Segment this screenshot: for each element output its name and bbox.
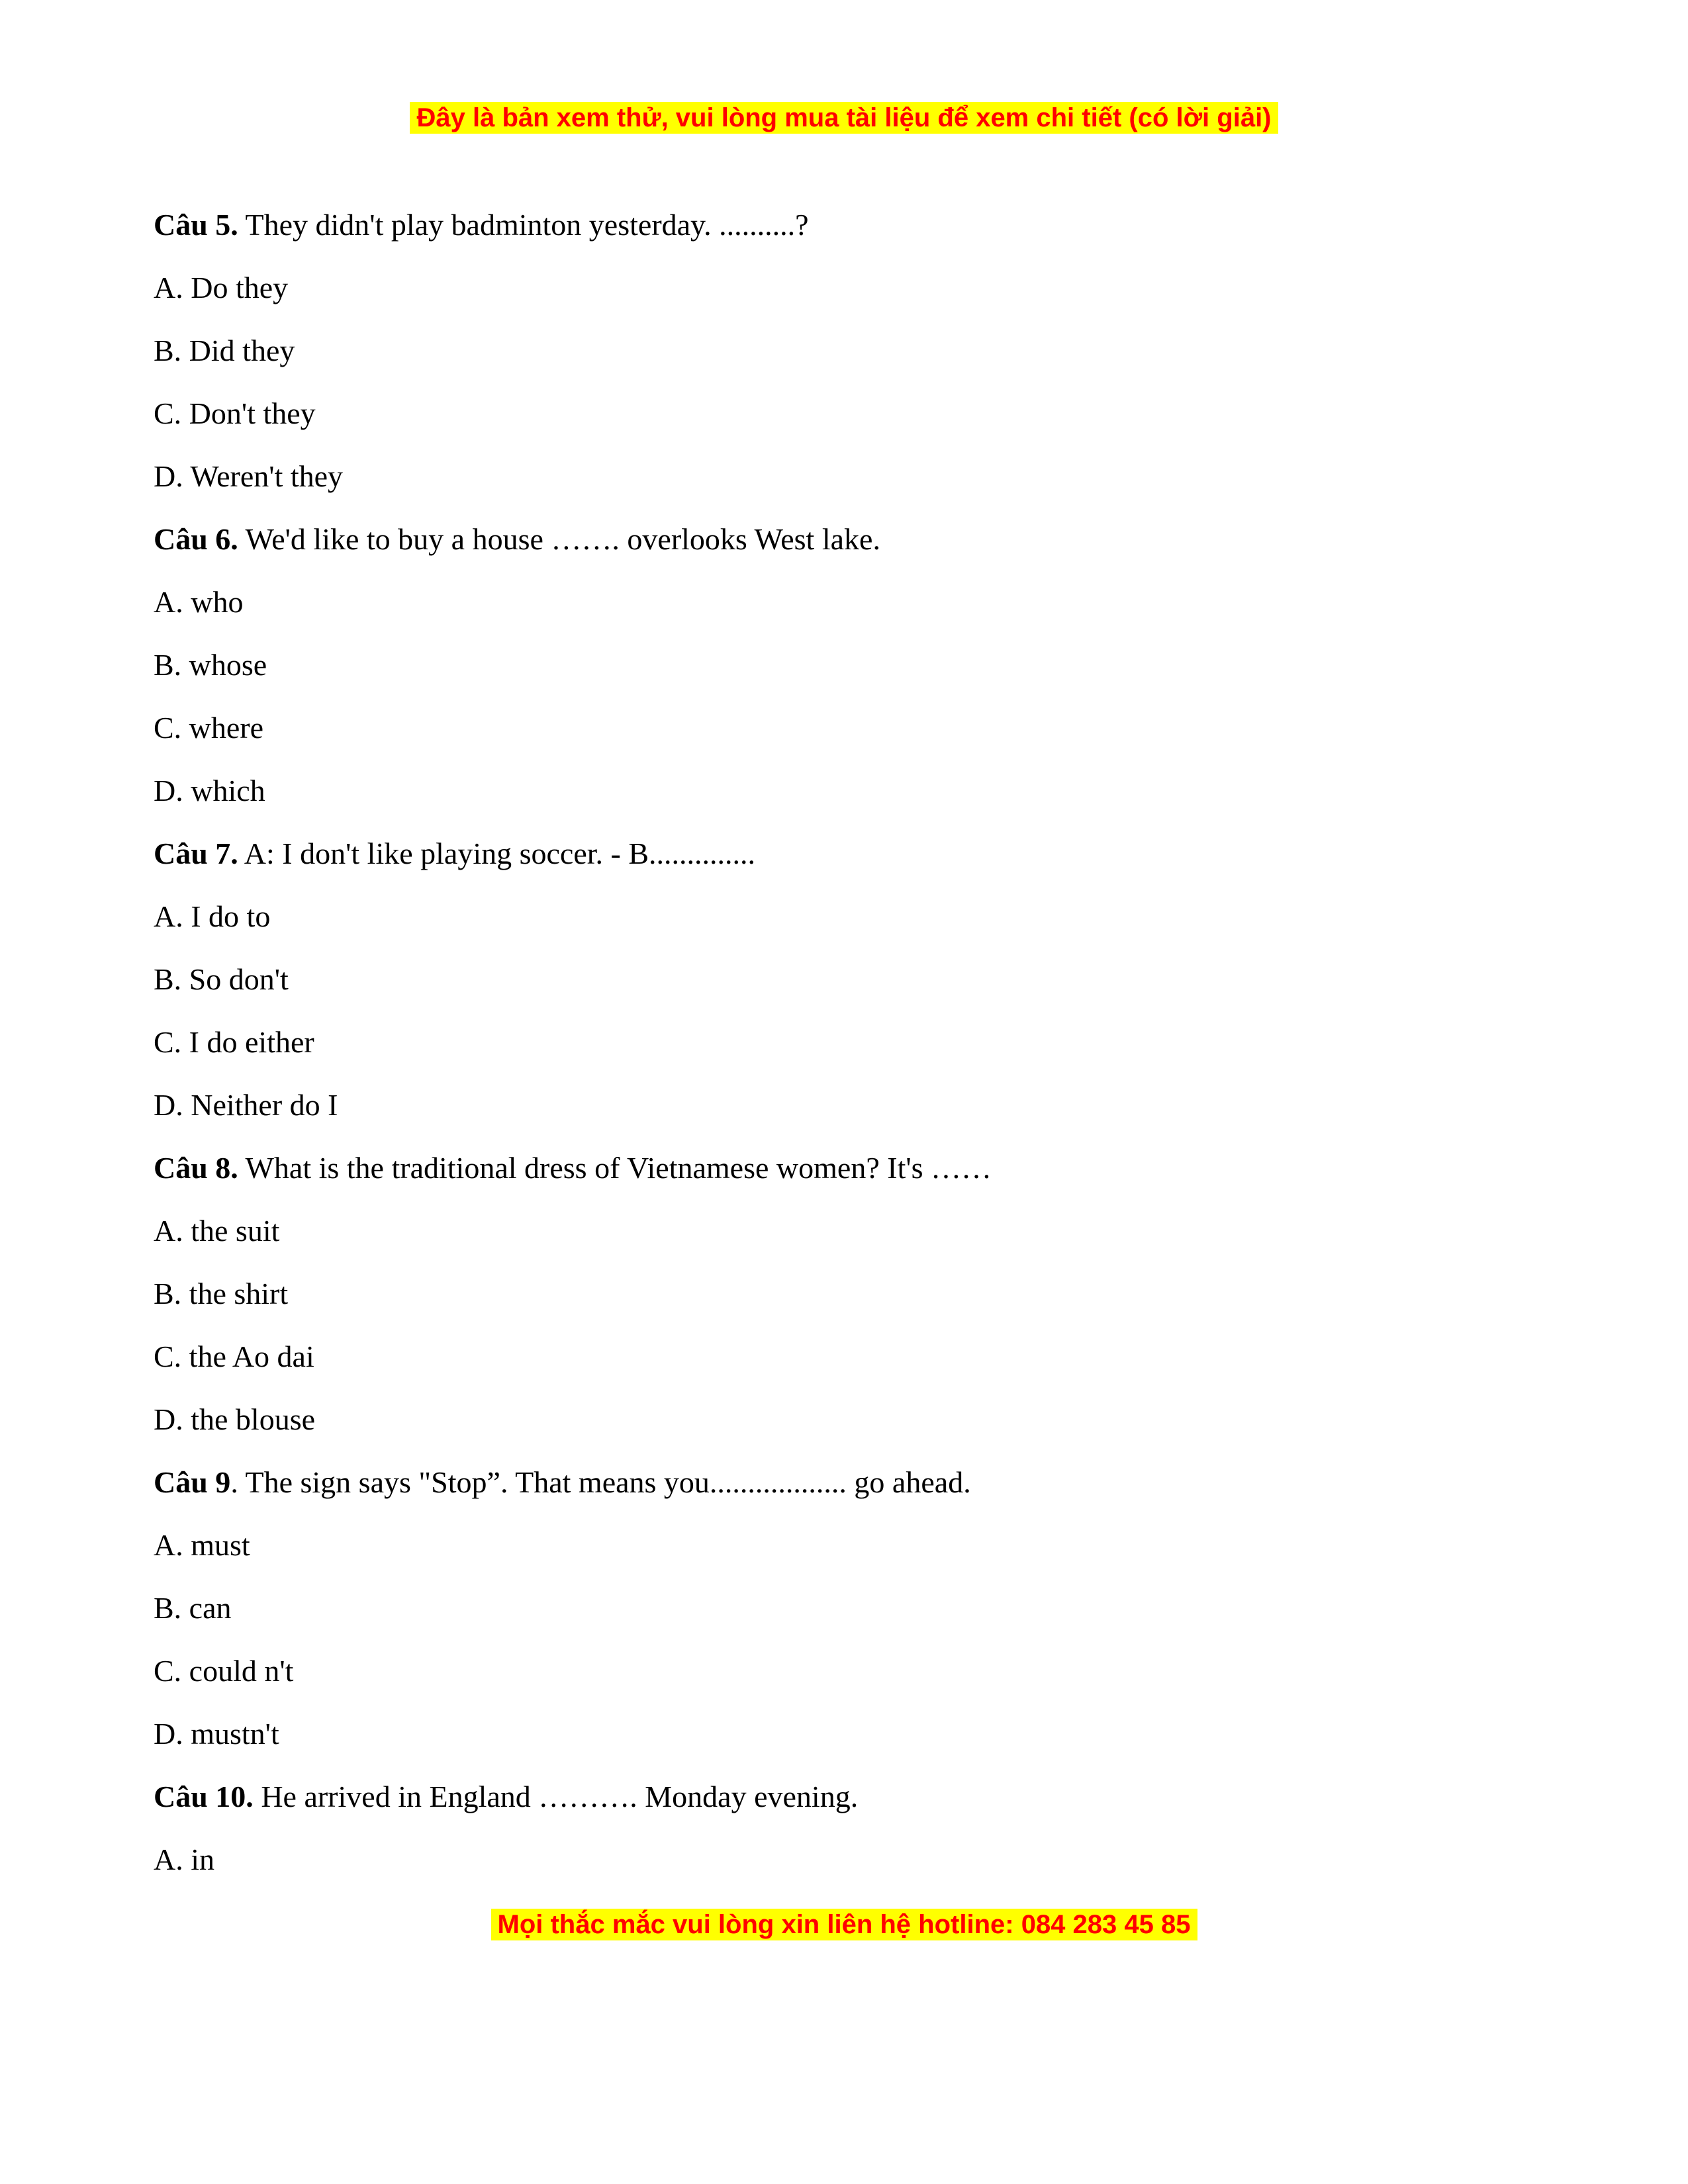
option-line: A. I do to: [154, 899, 271, 933]
question-block: [154, 193, 1556, 508]
option-line: D. Weren't they: [154, 459, 344, 493]
question-block: [154, 1451, 1556, 1765]
option-line: C. where: [154, 711, 264, 745]
question-text: . The sign says "Stop”. That means you.................. go ahead.: [230, 1465, 971, 1499]
question-label: Câu 5.: [154, 208, 238, 242]
question-block: [154, 822, 1556, 1136]
footer-notice: [0, 1906, 1688, 1943]
option-line: B. whose: [154, 648, 267, 682]
question-line: [154, 508, 1556, 570]
option-line: A. Do they: [154, 271, 289, 304]
question-label: Câu 10.: [154, 1780, 254, 1813]
question-label: Câu 7.: [154, 837, 238, 870]
option-line: D. the blouse: [154, 1402, 316, 1436]
question-block: [154, 508, 1556, 822]
option-line: B. can: [154, 1591, 232, 1625]
option-line: A. in: [154, 1843, 214, 1876]
question-block: [154, 1136, 1556, 1451]
option-line: C. could n't: [154, 1654, 294, 1688]
question-text: What is the traditional dress of Vietnamese women? It's ……: [238, 1151, 992, 1185]
option-line: D. which: [154, 774, 265, 807]
question-label: Câu 9: [154, 1465, 231, 1499]
question-line: [154, 1451, 1556, 1514]
header-notice-text: Đây là bản xem thử, vui lòng mua tài liệu để xem chi tiết (có lời giải): [410, 102, 1278, 134]
option-line: C. I do either: [154, 1025, 314, 1059]
question-line: [154, 1765, 1556, 1828]
option-line: B. So don't: [154, 962, 289, 996]
question-block: [154, 1765, 1556, 1891]
option-line: C. the Ao dai: [154, 1340, 314, 1373]
footer-notice-text: Mọi thắc mắc vui lòng xin liên hệ hotline: 084 283 45 85: [491, 1909, 1197, 1940]
option-line: B. Did they: [154, 334, 295, 367]
question-line: [154, 193, 1556, 256]
question-text: They didn't play badminton yesterday. ..........?: [238, 208, 809, 242]
option-line: D. mustn't: [154, 1717, 279, 1751]
question-label: Câu 6.: [154, 522, 238, 556]
option-line: A. must: [154, 1528, 250, 1562]
option-line: B. the shirt: [154, 1277, 289, 1310]
header-notice: [0, 99, 1688, 136]
option-line: A. the suit: [154, 1214, 280, 1248]
question-line: [154, 822, 1556, 885]
option-line: D. Neither do I: [154, 1088, 338, 1122]
question-line: [154, 1136, 1556, 1199]
question-label: Câu 8.: [154, 1151, 238, 1185]
question-text: We'd like to buy a house ……. overlooks West lake.: [238, 522, 880, 556]
option-line: A. who: [154, 585, 244, 619]
question-list: [154, 193, 1556, 1891]
question-text: A: I don't like playing soccer. - B..............: [238, 837, 756, 870]
question-text: He arrived in England ………. Monday evening.: [253, 1780, 859, 1813]
option-line: C. Don't they: [154, 396, 316, 430]
